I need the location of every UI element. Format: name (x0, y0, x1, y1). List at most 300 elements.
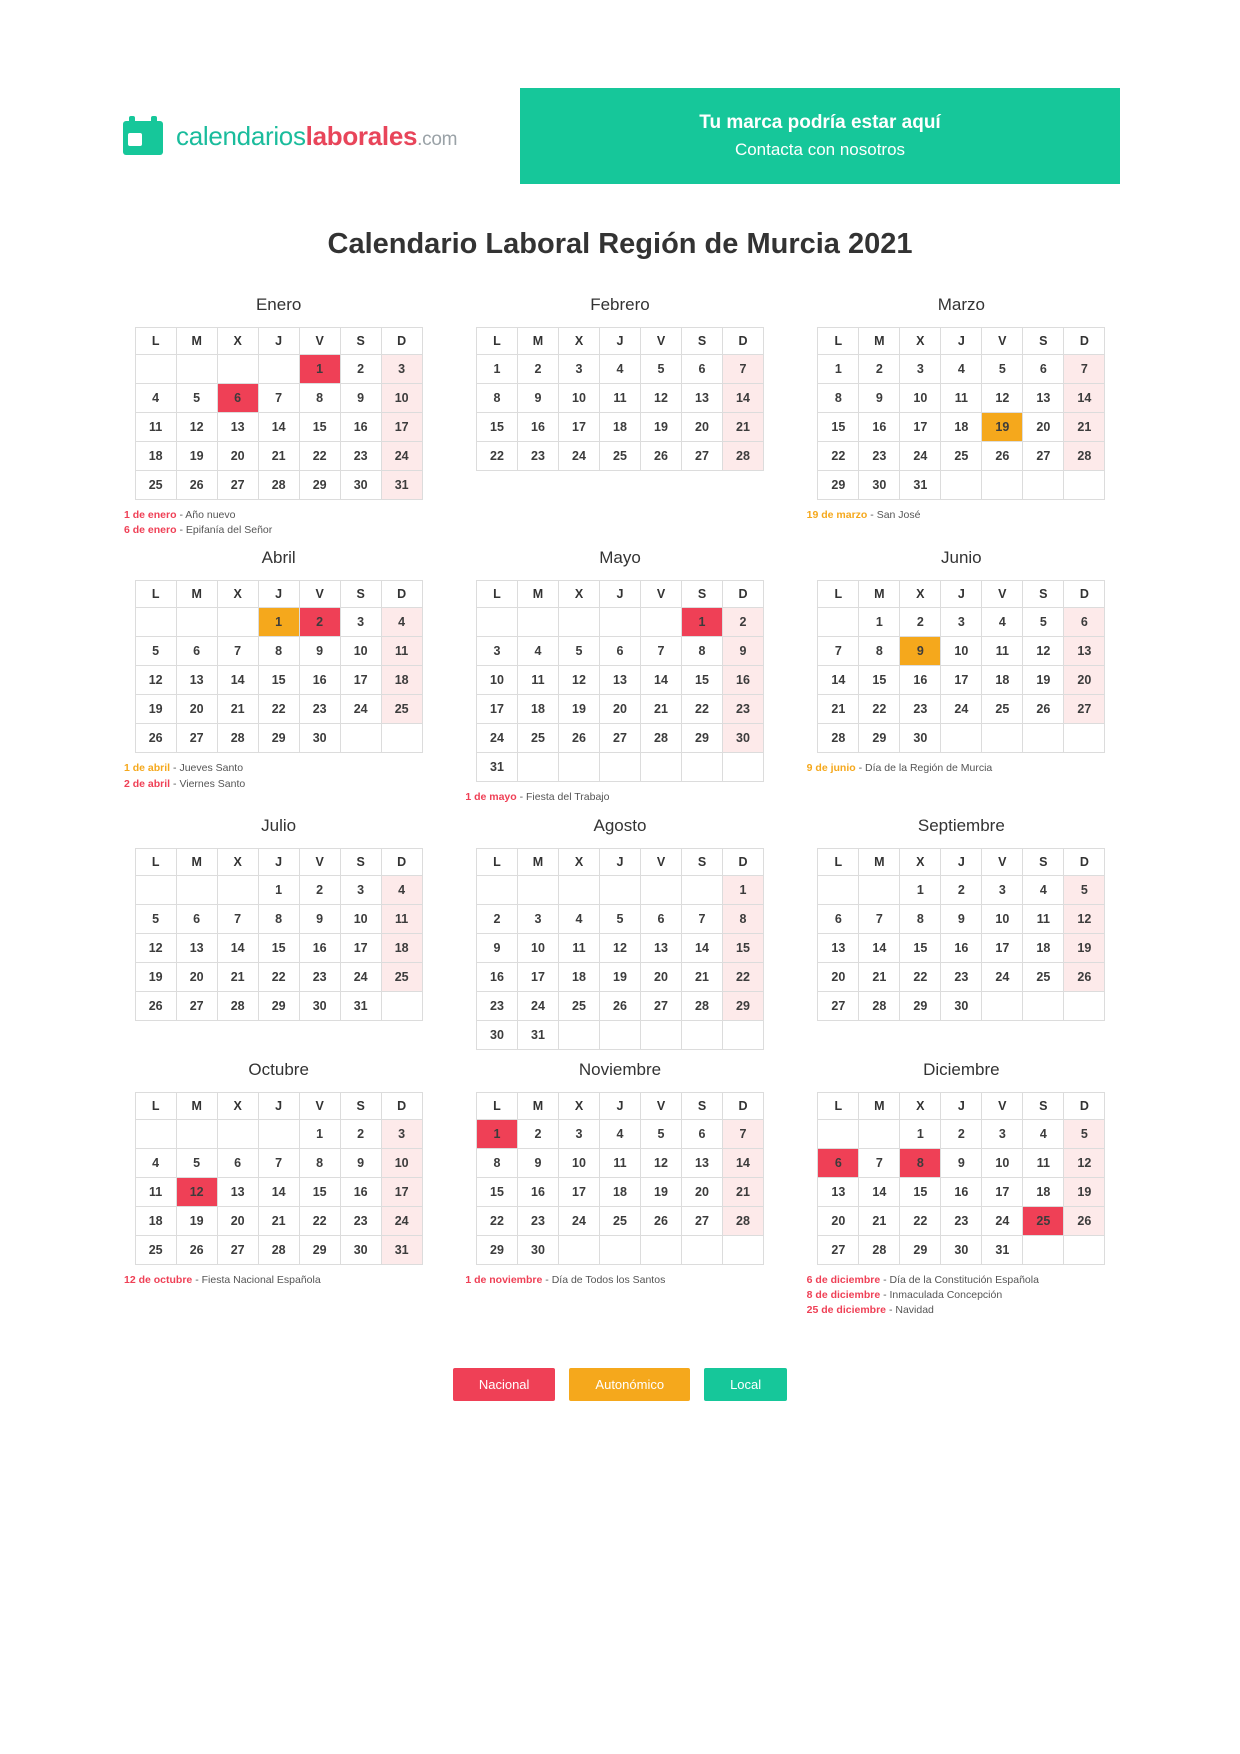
month-title: Septiembre (917, 815, 1005, 835)
week-row (135, 991, 422, 1020)
week-row (135, 1235, 422, 1264)
weekday-header: J (599, 328, 640, 355)
day-cell: 17 (340, 933, 381, 962)
day-cell: 4 (982, 608, 1023, 637)
weekday-header: D (722, 581, 763, 608)
empty-day-cell (941, 724, 982, 753)
day-cell: 3 (941, 608, 982, 637)
weekday-header: V (640, 1092, 681, 1119)
weekday-header: D (381, 848, 422, 875)
day-cell: 26 (1064, 962, 1105, 991)
months-grid (0, 295, 1240, 1328)
day-cell: 18 (381, 933, 422, 962)
day-cell: 13 (640, 933, 681, 962)
day-cell: 24 (517, 991, 558, 1020)
day-cell: 21 (217, 962, 258, 991)
holiday-notes (124, 1273, 439, 1288)
day-cell: 5 (558, 637, 599, 666)
empty-day-cell (722, 753, 763, 782)
day-cell: 29 (818, 471, 859, 500)
weekday-header-row (135, 581, 422, 608)
day-cell: 30 (299, 991, 340, 1020)
weekday-header: L (135, 1092, 176, 1119)
day-cell: 17 (900, 413, 941, 442)
day-cell: 4 (1023, 1119, 1064, 1148)
day-cell: 16 (340, 1177, 381, 1206)
day-cell: 14 (1064, 384, 1105, 413)
day-cell: 8 (476, 1148, 517, 1177)
day-cell: 3 (517, 904, 558, 933)
day-cell: 12 (1064, 1148, 1105, 1177)
day-cell: 30 (476, 1020, 517, 1049)
empty-day-cell (681, 1235, 722, 1264)
day-cell: 13 (1023, 384, 1064, 413)
empty-day-cell (640, 1235, 681, 1264)
day-cell: 20 (640, 962, 681, 991)
day-cell: 4 (135, 384, 176, 413)
day-cell: 19 (135, 695, 176, 724)
day-cell: 18 (381, 666, 422, 695)
weekday-header: S (1023, 581, 1064, 608)
week-row (818, 724, 1105, 753)
empty-day-cell (859, 1119, 900, 1148)
day-cell: 6 (217, 1148, 258, 1177)
day-cell: 24 (381, 442, 422, 471)
week-row (818, 355, 1105, 384)
weekday-header: V (982, 1092, 1023, 1119)
weekday-header: S (1023, 848, 1064, 875)
day-cell: 29 (681, 724, 722, 753)
day-cell: 19 (599, 962, 640, 991)
week-row (135, 666, 422, 695)
month-calendar-table (476, 1092, 764, 1265)
week-row (818, 695, 1105, 724)
week-row (476, 1148, 763, 1177)
day-cell: 25 (599, 442, 640, 471)
day-cell: 13 (681, 384, 722, 413)
holiday-note-description: - Jueves Santo (170, 762, 244, 775)
week-row (818, 384, 1105, 413)
empty-day-cell (1064, 471, 1105, 500)
day-cell: 11 (1023, 1148, 1064, 1177)
legend-item-nacional[interactable]: Nacional (453, 1368, 556, 1401)
day-cell: 28 (640, 724, 681, 753)
day-cell: 11 (381, 637, 422, 666)
banner-title: Tu marca podría estar aquí (699, 112, 941, 133)
weekday-header: D (1064, 328, 1105, 355)
day-cell: 10 (982, 904, 1023, 933)
month-title: Febrero (590, 295, 650, 314)
day-cell: 18 (982, 666, 1023, 695)
month-calendar-table (817, 1092, 1105, 1265)
day-cell: 13 (217, 1177, 258, 1206)
day-cell: 30 (941, 1235, 982, 1264)
day-cell: 22 (900, 1206, 941, 1235)
weekday-header: L (476, 328, 517, 355)
day-cell: 5 (135, 637, 176, 666)
weekday-header: V (640, 581, 681, 608)
empty-day-cell (599, 875, 640, 904)
day-cell: 15 (722, 933, 763, 962)
holiday-note (124, 508, 439, 523)
week-row (476, 695, 763, 724)
advertising-banner[interactable] (520, 88, 1120, 184)
holiday-note-date: 6 de enero (124, 524, 177, 537)
day-cell: 2 (476, 904, 517, 933)
day-cell: 24 (340, 695, 381, 724)
empty-day-cell (558, 753, 599, 782)
empty-day-cell (381, 724, 422, 753)
weekday-header: D (1064, 1092, 1105, 1119)
day-cell: 16 (859, 413, 900, 442)
week-row (476, 666, 763, 695)
week-row (476, 933, 763, 962)
holiday-note (807, 761, 1122, 776)
holiday-note (465, 790, 780, 805)
day-cell: 7 (722, 355, 763, 384)
day-cell: 16 (299, 666, 340, 695)
weekday-header: X (900, 328, 941, 355)
day-cell: 13 (176, 666, 217, 695)
day-cell: 4 (1023, 875, 1064, 904)
holiday-note-description: - Epifanía del Señor (176, 524, 273, 537)
holiday-note-date: 1 de enero (124, 509, 177, 521)
day-cell: 10 (381, 384, 422, 413)
day-cell: 29 (722, 991, 763, 1020)
weekday-header: J (941, 848, 982, 875)
empty-day-cell (681, 753, 722, 782)
day-cell: 12 (640, 384, 681, 413)
day-cell: 7 (217, 904, 258, 933)
day-cell: 15 (859, 666, 900, 695)
day-cell: 15 (900, 1177, 941, 1206)
empty-day-cell (722, 1235, 763, 1264)
day-cell: 10 (558, 1148, 599, 1177)
day-cell: 5 (1064, 875, 1105, 904)
weekday-header: M (517, 328, 558, 355)
holiday-note-description: - Navidad (886, 1304, 934, 1317)
weekday-header: S (340, 848, 381, 875)
week-row (476, 962, 763, 991)
week-row (135, 962, 422, 991)
week-row (476, 442, 763, 471)
day-cell: 27 (176, 724, 217, 753)
day-cell: 11 (982, 637, 1023, 666)
page-title: Calendario Laboral Región de Murcia 2021 (327, 228, 913, 260)
day-cell: 9 (941, 904, 982, 933)
week-row (818, 1235, 1105, 1264)
day-cell: 20 (818, 962, 859, 991)
month-title: Marzo (937, 295, 985, 314)
day-cell: 27 (599, 724, 640, 753)
month-title: Mayo (599, 548, 641, 568)
empty-day-cell (982, 991, 1023, 1020)
day-cell: 31 (381, 471, 422, 500)
holiday-note (124, 761, 439, 776)
day-cell: 3 (982, 875, 1023, 904)
month-block (801, 816, 1122, 1050)
day-cell: 2 (517, 1119, 558, 1148)
holiday-note (807, 508, 1122, 523)
weekday-header: D (722, 328, 763, 355)
day-cell: 26 (982, 442, 1023, 471)
day-cell: 18 (517, 695, 558, 724)
day-cell: 3 (900, 355, 941, 384)
weekday-header: M (176, 848, 217, 875)
day-cell: 2 (340, 1119, 381, 1148)
day-cell: 14 (818, 666, 859, 695)
empty-day-cell (818, 875, 859, 904)
day-cell: 23 (299, 695, 340, 724)
day-cell: 28 (217, 724, 258, 753)
weekday-header: S (1023, 328, 1064, 355)
day-cell: 23 (340, 442, 381, 471)
day-cell: 11 (599, 384, 640, 413)
day-cell: 5 (1023, 608, 1064, 637)
month-block (118, 548, 439, 805)
weekday-header: D (381, 328, 422, 355)
day-cell: 2 (722, 608, 763, 637)
empty-day-cell (859, 875, 900, 904)
holiday-notes (807, 1273, 1122, 1319)
empty-day-cell (258, 1119, 299, 1148)
weekday-header: V (299, 1092, 340, 1119)
day-cell: 24 (476, 724, 517, 753)
holiday-note-date: 1 de mayo (465, 791, 517, 804)
day-cell: 11 (517, 666, 558, 695)
day-cell: 22 (299, 442, 340, 471)
day-cell: 22 (258, 695, 299, 724)
day-cell: 14 (722, 384, 763, 413)
day-cell: 19 (1064, 1177, 1105, 1206)
empty-day-cell (681, 875, 722, 904)
weekday-header: X (900, 848, 941, 875)
day-cell: 2 (900, 608, 941, 637)
day-cell: 6 (681, 355, 722, 384)
day-cell: 29 (258, 724, 299, 753)
weekday-header: J (599, 1092, 640, 1119)
day-cell: 7 (258, 1148, 299, 1177)
logo-text-part-2: laborales (305, 120, 418, 151)
holiday-note-date: 12 de octubre (124, 1273, 193, 1286)
day-cell: 23 (900, 695, 941, 724)
holiday-notes (465, 1273, 780, 1288)
day-cell: 25 (135, 471, 176, 500)
empty-day-cell (818, 1119, 859, 1148)
day-cell: 22 (818, 442, 859, 471)
day-cell: 18 (599, 1177, 640, 1206)
day-cell: 4 (135, 1148, 176, 1177)
day-cell: 7 (1064, 355, 1105, 384)
weekday-header-row (476, 328, 763, 355)
empty-day-cell (1023, 471, 1064, 500)
day-cell: 27 (217, 471, 258, 500)
legend-item-autonomico[interactable]: Autonómico (569, 1368, 690, 1401)
day-cell: 21 (859, 1206, 900, 1235)
holiday-day-cell: 8 (900, 1148, 941, 1177)
empty-day-cell (217, 1119, 258, 1148)
month-block (459, 1060, 780, 1319)
weekday-header: J (258, 848, 299, 875)
weekday-header: D (381, 581, 422, 608)
day-cell: 24 (381, 1206, 422, 1235)
day-cell: 13 (818, 933, 859, 962)
day-cell: 31 (517, 1020, 558, 1049)
day-cell: 13 (1064, 637, 1105, 666)
day-cell: 20 (217, 442, 258, 471)
month-block (801, 548, 1122, 805)
weekday-header-row (818, 1092, 1105, 1119)
week-row (818, 666, 1105, 695)
month-block (459, 816, 780, 1050)
month-title: Diciembre (923, 1059, 1000, 1079)
day-cell: 21 (1064, 413, 1105, 442)
day-cell: 14 (217, 933, 258, 962)
day-cell: 6 (176, 904, 217, 933)
week-row (476, 875, 763, 904)
weekday-header: V (299, 848, 340, 875)
day-cell: 21 (217, 695, 258, 724)
empty-day-cell (176, 1119, 217, 1148)
day-cell: 8 (818, 384, 859, 413)
day-cell: 20 (217, 1206, 258, 1235)
weekday-header: V (982, 328, 1023, 355)
holiday-day-cell: 1 (476, 1119, 517, 1148)
empty-day-cell (217, 355, 258, 384)
weekday-header: V (982, 581, 1023, 608)
weekday-header: X (217, 1092, 258, 1119)
day-cell: 12 (982, 384, 1023, 413)
day-cell: 3 (982, 1119, 1023, 1148)
day-cell: 11 (941, 384, 982, 413)
day-cell: 9 (722, 637, 763, 666)
day-cell: 22 (299, 1206, 340, 1235)
holiday-note-date: 8 de diciembre (806, 1288, 881, 1301)
day-cell: 22 (722, 962, 763, 991)
day-cell: 4 (599, 355, 640, 384)
empty-day-cell (558, 1235, 599, 1264)
empty-day-cell (135, 875, 176, 904)
day-cell: 23 (476, 991, 517, 1020)
day-cell: 20 (176, 695, 217, 724)
day-cell: 22 (681, 695, 722, 724)
empty-day-cell (381, 991, 422, 1020)
weekday-header: S (1023, 1092, 1064, 1119)
empty-day-cell (1023, 1235, 1064, 1264)
day-cell: 10 (558, 384, 599, 413)
week-row (135, 1206, 422, 1235)
day-cell: 29 (258, 991, 299, 1020)
day-cell: 15 (299, 1177, 340, 1206)
day-cell: 30 (340, 471, 381, 500)
empty-day-cell (558, 608, 599, 637)
day-cell: 17 (476, 695, 517, 724)
day-cell: 3 (340, 608, 381, 637)
day-cell: 26 (135, 991, 176, 1020)
day-cell: 2 (859, 355, 900, 384)
month-title: Julio (261, 815, 297, 835)
day-cell: 19 (176, 442, 217, 471)
empty-day-cell (640, 875, 681, 904)
day-cell: 30 (859, 471, 900, 500)
weekday-header: D (1064, 848, 1105, 875)
month-title: Junio (941, 548, 982, 568)
holiday-day-cell: 1 (299, 355, 340, 384)
day-cell: 4 (381, 608, 422, 637)
weekday-header: X (558, 1092, 599, 1119)
day-cell: 31 (340, 991, 381, 1020)
day-cell: 28 (258, 1235, 299, 1264)
day-cell: 30 (722, 724, 763, 753)
holiday-notes (124, 508, 439, 538)
day-cell: 12 (1023, 637, 1064, 666)
month-calendar-table (817, 580, 1105, 753)
day-cell: 21 (859, 962, 900, 991)
weekday-header: V (640, 328, 681, 355)
day-cell: 27 (681, 1206, 722, 1235)
day-cell: 18 (135, 1206, 176, 1235)
day-cell: 7 (722, 1119, 763, 1148)
day-cell: 18 (558, 962, 599, 991)
site-logo[interactable] (120, 88, 520, 184)
day-cell: 2 (517, 355, 558, 384)
day-cell: 19 (558, 695, 599, 724)
month-block (801, 295, 1122, 538)
empty-day-cell (135, 608, 176, 637)
empty-day-cell (982, 724, 1023, 753)
empty-day-cell (476, 608, 517, 637)
weekday-header: L (476, 848, 517, 875)
day-cell: 13 (681, 1148, 722, 1177)
holiday-note (807, 1273, 1122, 1288)
week-row (818, 991, 1105, 1020)
legend-item-local[interactable]: Local (704, 1368, 787, 1401)
day-cell: 25 (381, 695, 422, 724)
empty-day-cell (176, 355, 217, 384)
day-cell: 8 (900, 904, 941, 933)
day-cell: 18 (1023, 933, 1064, 962)
day-cell: 14 (640, 666, 681, 695)
day-cell: 10 (982, 1148, 1023, 1177)
weekday-header-row (476, 1092, 763, 1119)
day-cell: 29 (299, 471, 340, 500)
empty-day-cell (640, 753, 681, 782)
day-cell: 29 (859, 724, 900, 753)
day-cell: 10 (340, 637, 381, 666)
empty-day-cell (517, 875, 558, 904)
weekday-header: M (517, 848, 558, 875)
weekday-header: J (258, 1092, 299, 1119)
day-cell: 13 (176, 933, 217, 962)
month-calendar-table (135, 848, 423, 1021)
month-calendar-table (135, 327, 423, 500)
day-cell: 2 (340, 355, 381, 384)
empty-day-cell (640, 608, 681, 637)
day-cell: 1 (818, 355, 859, 384)
day-cell: 7 (859, 904, 900, 933)
day-cell: 16 (941, 933, 982, 962)
weekday-header: D (722, 1092, 763, 1119)
week-row (818, 1119, 1105, 1148)
month-block (801, 1060, 1122, 1319)
empty-day-cell (1023, 991, 1064, 1020)
day-cell: 24 (558, 1206, 599, 1235)
holiday-note (807, 1303, 1122, 1318)
day-cell: 27 (818, 1235, 859, 1264)
week-row (818, 1148, 1105, 1177)
day-cell: 7 (818, 637, 859, 666)
day-cell: 31 (381, 1235, 422, 1264)
